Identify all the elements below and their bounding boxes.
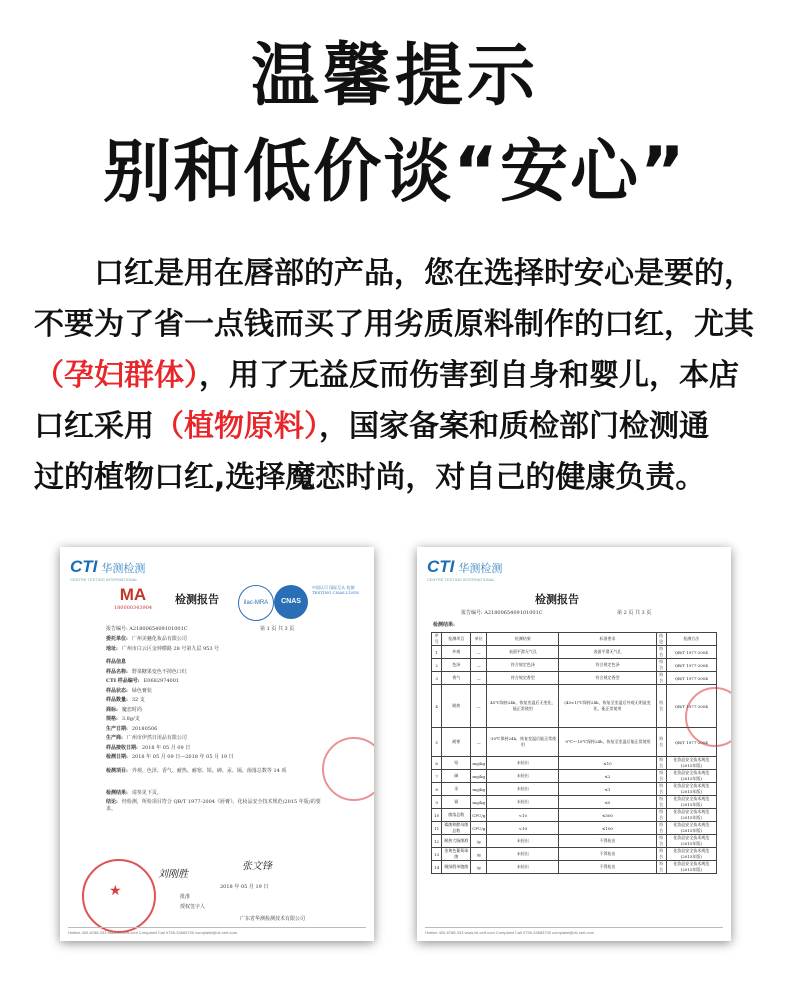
field-value: 广州美魅化妆品有限公司 <box>131 636 187 642</box>
field-label: 检测结果: <box>106 789 128 796</box>
table-cell: 铜绿假单胞菌 <box>442 861 471 874</box>
doc-footer: Hotline 400-6788-333 www.cti-cert.com Complaint Call 0755-33683700 complaint@cti-cert.com <box>425 927 723 935</box>
para-line-5: 过的植物口红,选择魔恋时尚，对自己的健康负责。 <box>34 460 706 495</box>
doc-footer: Hotline 400-6788-333 www.cti-cert.com Complaint Call 0755-33683700 complaint@cti-cert.com <box>68 927 366 935</box>
table-row <box>432 822 717 835</box>
table-cell: 9 <box>432 796 442 809</box>
cti-header <box>427 557 502 582</box>
table-cell: 符合 <box>656 796 666 809</box>
table-row <box>432 835 717 848</box>
field-value: 20180506 <box>131 725 158 732</box>
table-cell: 未检出 <box>487 770 559 783</box>
table-cell: 未检出 <box>487 835 559 848</box>
table-cell: 8 <box>432 783 442 796</box>
table-cell: 化妆品安全技术规范(2015年版) <box>666 796 716 809</box>
table-cell: 金黄色葡萄球菌 <box>442 848 471 861</box>
field-label: 样品数量: <box>106 697 128 703</box>
cti-logo: CTI <box>427 557 455 576</box>
table-cell: QB/T 1977-2004 <box>666 646 716 659</box>
field-label: 样品接收日期: <box>106 744 138 751</box>
field-label: 地址: <box>106 645 118 652</box>
table-cell: 菌落总数 <box>442 809 471 822</box>
table-header-cell: 检测方法 <box>666 633 716 646</box>
table-cell: 符合 <box>656 835 666 848</box>
report-field <box>106 668 187 675</box>
table-cell: -5℃~-10℃保持24h，恢复至室温后能正常使用 <box>559 728 656 757</box>
test-report-page-2 <box>417 547 731 941</box>
cti-brand-en: CENTRE TESTING INTERNATIONAL <box>427 577 495 582</box>
table-cell: 铅 <box>442 757 471 770</box>
table-cell: 12 <box>432 835 442 848</box>
table-cell: 未检出 <box>487 861 559 874</box>
table-cell: 耐寒 <box>442 728 471 757</box>
table-header-cell: 检测项目 <box>442 633 471 646</box>
table-cell: 符合规定色泽 <box>559 659 656 672</box>
table-cell: 3 <box>432 672 442 685</box>
page-number: 第 1 页 共 3 页 <box>260 626 295 632</box>
field-label: 商标: <box>106 706 118 713</box>
table-cell: — <box>471 728 487 757</box>
table-row <box>432 757 717 770</box>
notice-paragraph <box>34 248 764 503</box>
table-cell: 耐热 <box>442 685 471 728</box>
table-row <box>432 770 717 783</box>
table-cell: 未检出 <box>487 783 559 796</box>
results-table <box>431 632 717 874</box>
para-line-3 <box>34 350 764 401</box>
report-field <box>106 706 142 713</box>
table-cell: 不得检出 <box>559 861 656 874</box>
table-cell: 香气 <box>442 672 471 685</box>
table-cell: 符合规定香型 <box>559 672 656 685</box>
table-cell: 色泽 <box>442 659 471 672</box>
cti-header <box>70 557 145 582</box>
field-label: 生产商: <box>106 735 123 741</box>
table-row <box>432 848 717 861</box>
table-cell: 化妆品安全技术规范(2015年版) <box>666 783 716 796</box>
table-cell: 不得检出 <box>559 848 656 861</box>
table-cell: 未检出 <box>487 796 559 809</box>
para-line-4 <box>34 401 764 452</box>
table-cell: 化妆品安全技术规范(2015年版) <box>666 848 716 861</box>
report-number: 报告编号: A2180065409101001C <box>106 626 188 632</box>
table-cell: (45±1)℃保持24h，恢复至室温后外观无明显变化，能正常使用 <box>559 685 656 728</box>
field-value: 2018 年 05 月 09 日—2018 年 05 月 19 日 <box>131 754 234 760</box>
results-section-label: 检测结果: <box>433 622 455 628</box>
field-value: 32 支 <box>131 697 145 703</box>
para-line-2: 不要为了省一点钱而买了用劣质原料制作的口红，尤其 <box>34 307 754 342</box>
table-cell: QB/T 1977-2004 <box>666 685 716 728</box>
field-label: 规格: <box>106 716 118 722</box>
table-cell: 表面平滑无气孔 <box>559 646 656 659</box>
report-field <box>106 767 286 774</box>
table-cell: QB/T 1977-2004 <box>666 672 716 685</box>
report-field <box>106 696 145 703</box>
table-cell: CFU/g <box>471 809 487 822</box>
table-cell: mg/kg <box>471 796 487 809</box>
table-cell: <10 <box>487 809 559 822</box>
field-value: 经检测，所检项目符合 QB/T 1977-2004《唇膏》、化妆品安全技术规范(2015 年版)的要求。 <box>106 799 321 812</box>
table-cell: /g <box>471 861 487 874</box>
table-cell: 4 <box>432 685 442 728</box>
pregnant-group-highlight: （孕妇群体） <box>34 358 199 393</box>
test-report-page-1 <box>60 547 374 941</box>
field-value: 3.8g/支 <box>121 716 140 722</box>
table-header-cell: 序号 <box>432 633 442 646</box>
table-row <box>432 646 717 659</box>
table-header-cell: 结论 <box>656 633 666 646</box>
field-label: 检测日期: <box>106 754 128 760</box>
table-cell: 化妆品安全技术规范(2015年版) <box>666 861 716 874</box>
report-field <box>106 789 162 796</box>
field-label: CTI 样品编号: <box>106 678 140 684</box>
plant-material-highlight: （植物原料） <box>154 409 319 444</box>
table-cell: 符合 <box>656 822 666 835</box>
field-label: 生产日期: <box>106 725 128 732</box>
field-label: 样品名称: <box>106 668 128 675</box>
approver-title: 授权签字人 <box>180 904 206 910</box>
table-cell: QB/T 1977-2004 <box>666 659 716 672</box>
table-cell: 14 <box>432 861 442 874</box>
table-cell: 符合规定色泽 <box>487 659 559 672</box>
table-header-cell: 标准要求 <box>559 633 656 646</box>
table-cell: 符合 <box>656 783 666 796</box>
table-cell: 未检出 <box>487 757 559 770</box>
table-cell: ≤2 <box>559 770 656 783</box>
signature-right: 张文锋 <box>242 861 272 872</box>
table-cell: 符合 <box>656 646 666 659</box>
table-cell: ≤100 <box>559 822 656 835</box>
para-line-4-rest: ，国家备案和质检部门检测通 <box>319 409 709 444</box>
table-cell: /g <box>471 848 487 861</box>
table-cell: 符合 <box>656 728 666 757</box>
field-value: 外观、色泽、香气、耐热、耐寒、铅、砷、汞、镉、菌落总数等 14 项 <box>131 767 287 774</box>
table-cell: 化妆品安全技术规范(2015年版) <box>666 770 716 783</box>
table-cell: 化妆品安全技术规范(2015年版) <box>666 809 716 822</box>
report-number: 报告编号: A2180065409101001C <box>461 610 543 616</box>
para-line-1: 口红是用在唇部的产品，您在选择时安心是要的， <box>94 256 754 291</box>
table-cell: 11 <box>432 822 442 835</box>
table-cell: 1 <box>432 646 442 659</box>
report-field <box>106 798 326 812</box>
table-cell: 符合 <box>656 809 666 822</box>
table-cell: -10℃保持24h，恢复室温后能正常使用 <box>487 728 559 757</box>
report-field <box>106 715 140 722</box>
cnas-text: 中国认可 国际互认 检测 TESTING CNAS L1818 <box>312 585 359 595</box>
table-cell: CFU/g <box>471 822 487 835</box>
field-value: 魔恋时尚 <box>121 706 142 713</box>
cma-logo <box>110 585 156 617</box>
report-field <box>106 725 157 732</box>
report-field <box>106 753 234 760</box>
field-value: 广州市伊然日用品有限公司 <box>126 735 187 741</box>
field-value: 请参见下页。 <box>131 789 162 796</box>
field-value: 野菜糖果变色不掉色口红 <box>131 668 187 675</box>
cnas-logo: CNAS <box>274 585 308 619</box>
field-label: 结论: <box>106 799 118 805</box>
table-cell: 45℃保持24h，恢复室温后无变化，能正常使用 <box>487 685 559 728</box>
table-cell: 表面平滑无气孔 <box>487 646 559 659</box>
table-row <box>432 796 717 809</box>
table-cell: 符合 <box>656 672 666 685</box>
table-cell: <10 <box>487 822 559 835</box>
table-cell: 13 <box>432 848 442 861</box>
para-line-3-rest: ，用了无益反而伤害到自身和婴儿，本店 <box>199 358 739 393</box>
table-header-row <box>432 633 717 646</box>
table-cell: 符合 <box>656 861 666 874</box>
cma-mark: MA <box>119 585 147 604</box>
table-cell: 砷 <box>442 770 471 783</box>
table-row <box>432 783 717 796</box>
report-field <box>106 744 190 751</box>
table-cell: 符合 <box>656 757 666 770</box>
field-value: 广州市白云区金钟横路 28 号第九层 953 号 <box>121 645 220 652</box>
cti-logo: CTI <box>70 557 98 576</box>
table-cell: ≤10 <box>559 757 656 770</box>
cma-number: 180000343904 <box>113 605 153 611</box>
table-cell: 外观 <box>442 646 471 659</box>
field-label: 样品状态: <box>106 687 128 694</box>
signature-left: 刘刚胜 <box>158 869 188 880</box>
table-cell: ≤5 <box>559 796 656 809</box>
table-cell: mg/kg <box>471 783 487 796</box>
table-cell: /g <box>471 835 487 848</box>
report-title: 检测报告 <box>175 593 219 606</box>
table-cell: 符合 <box>656 659 666 672</box>
table-cell: 符合规定香型 <box>487 672 559 685</box>
report-field <box>106 645 219 652</box>
cti-brand-en: CENTRE TESTING INTERNATIONAL <box>70 577 138 582</box>
table-cell: — <box>471 685 487 728</box>
report-date: 2018 年 05 月 19 日 <box>220 884 269 890</box>
ilac-mra-logo: ilac-MRA <box>238 585 274 621</box>
field-value: 2018 年 05 月 09 日 <box>141 744 191 751</box>
cti-brand-cn: 华测检测 <box>458 563 503 575</box>
table-cell: ≤1 <box>559 783 656 796</box>
field-label: 检测项目: <box>106 767 128 774</box>
table-header-cell: 单位 <box>471 633 487 646</box>
table-cell: 化妆品安全技术规范(2015年版) <box>666 757 716 770</box>
table-row <box>432 672 717 685</box>
table-cell: QB/T 1977-2004 <box>666 728 716 757</box>
table-row <box>432 809 717 822</box>
cti-brand-cn: 华测检测 <box>101 563 146 575</box>
headline-no-cheap: 别和低价谈“安心” <box>103 133 687 212</box>
table-cell: ≤500 <box>559 809 656 822</box>
table-cell: mg/kg <box>471 757 487 770</box>
report-field <box>106 734 187 741</box>
report-field <box>106 635 187 642</box>
field-label: 委托单位: <box>106 636 128 642</box>
table-cell: 10 <box>432 809 442 822</box>
table-cell: 化妆品安全技术规范(2015年版) <box>666 822 716 835</box>
company-footer: 广东省华测检测技术有限公司 <box>240 916 306 922</box>
page-number: 第 2 页 共 3 页 <box>617 610 652 616</box>
table-cell: mg/kg <box>471 770 487 783</box>
report-field <box>106 677 179 684</box>
table-header-cell: 检测结果 <box>487 633 559 646</box>
table-cell: 5 <box>432 728 442 757</box>
table-cell: — <box>471 646 487 659</box>
table-cell: 符合 <box>656 848 666 861</box>
table-cell: 镉 <box>442 796 471 809</box>
table-cell: 不得检出 <box>559 835 656 848</box>
approver: 批准 <box>180 894 191 900</box>
table-cell: 霉菌和酵母菌总数 <box>442 822 471 835</box>
para-line-4-start: 口红采用 <box>34 409 154 444</box>
table-row <box>432 861 717 874</box>
table-cell: — <box>471 659 487 672</box>
headline-warm-tip: 温馨提示 <box>250 37 539 116</box>
table-row <box>432 659 717 672</box>
table-cell: 化妆品安全技术规范(2015年版) <box>666 835 716 848</box>
seal-side <box>322 737 374 801</box>
table-cell: 耐热大肠菌群 <box>442 835 471 848</box>
table-cell: 6 <box>432 757 442 770</box>
table-cell: 汞 <box>442 783 471 796</box>
table-row <box>432 685 717 728</box>
table-cell: 2 <box>432 659 442 672</box>
seal-star-icon: ★ <box>109 883 122 899</box>
field-label: 样品信息 <box>106 659 127 665</box>
field-value: E0682974001 <box>143 678 180 684</box>
table-cell: — <box>471 672 487 685</box>
report-field <box>106 658 130 665</box>
report-title: 检测报告 <box>535 593 579 606</box>
field-value: 绿色膏状 <box>131 687 152 694</box>
table-cell: 符合 <box>656 685 666 728</box>
report-field <box>106 687 152 694</box>
table-row <box>432 728 717 757</box>
table-cell: 7 <box>432 770 442 783</box>
table-cell: 符合 <box>656 770 666 783</box>
table-cell: 未检出 <box>487 848 559 861</box>
